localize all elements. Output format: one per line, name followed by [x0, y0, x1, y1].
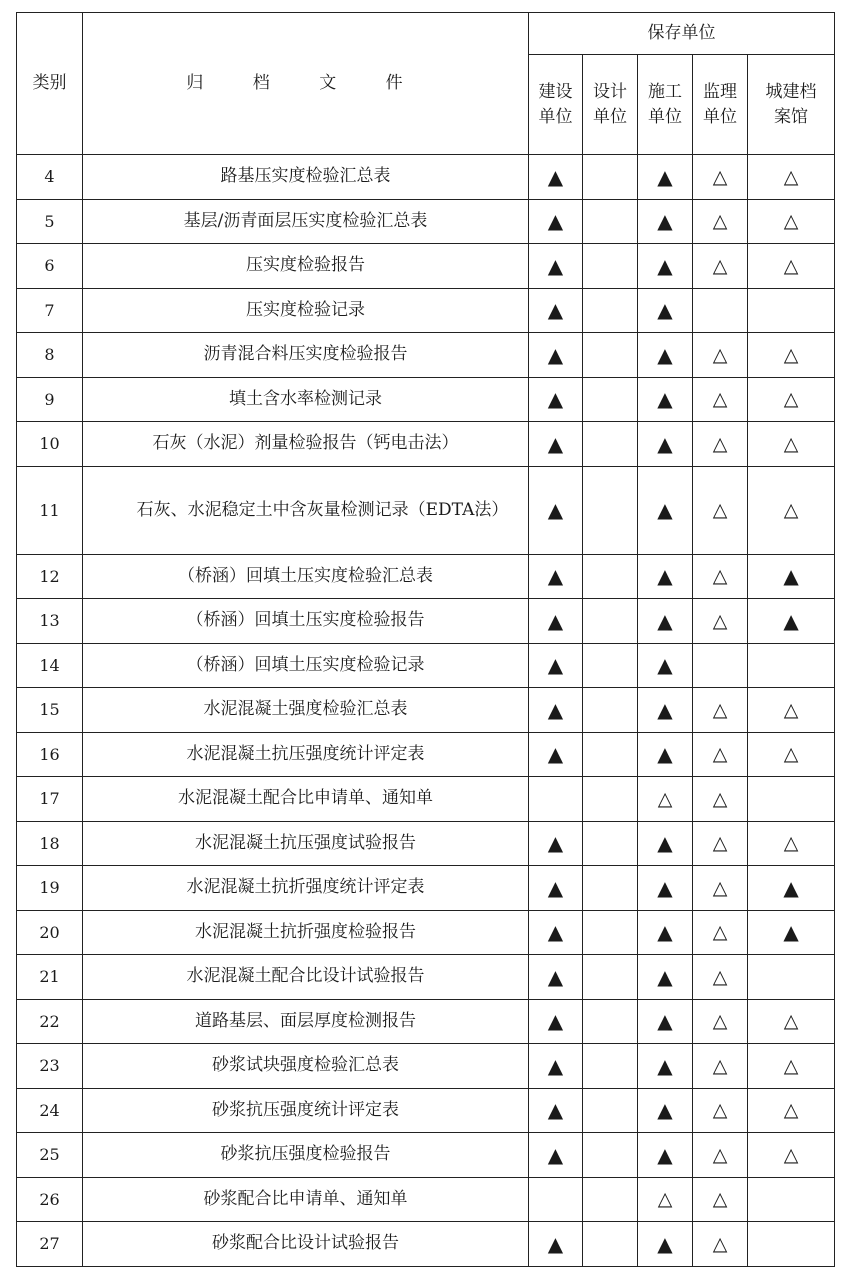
table-body	[17, 155, 835, 1267]
mark-archive: △	[748, 999, 835, 1044]
archive-table	[16, 12, 835, 1267]
mark-builder: ▲	[638, 422, 693, 467]
mark-design	[583, 688, 638, 733]
row-number: 5	[17, 199, 83, 244]
table-row	[17, 910, 835, 955]
mark-construction: ▲	[529, 1088, 583, 1133]
mark-supervisor: △	[693, 377, 748, 422]
document-name: 水泥混凝土抗折强度检验报告	[83, 910, 529, 955]
mark-builder: ▲	[638, 466, 693, 554]
mark-supervisor: △	[693, 244, 748, 289]
document-name: 砂浆抗压强度检验报告	[83, 1133, 529, 1178]
mark-archive: △	[748, 422, 835, 467]
mark-builder: ▲	[638, 244, 693, 289]
mark-archive: △	[748, 199, 835, 244]
header-unit-construction: 建设单位	[529, 55, 583, 155]
mark-supervisor: △	[693, 910, 748, 955]
mark-archive	[748, 955, 835, 1000]
mark-builder: ▲	[638, 732, 693, 777]
mark-supervisor: △	[693, 155, 748, 200]
table-row	[17, 466, 835, 554]
mark-supervisor: △	[693, 599, 748, 644]
document-name: 砂浆配合比申请单、通知单	[83, 1177, 529, 1222]
mark-builder: ▲	[638, 821, 693, 866]
mark-design	[583, 155, 638, 200]
row-number: 27	[17, 1222, 83, 1267]
mark-construction: ▲	[529, 377, 583, 422]
mark-supervisor	[693, 288, 748, 333]
mark-construction: ▲	[529, 1222, 583, 1267]
header-unit-builder: 施工单位	[638, 55, 693, 155]
mark-archive: △	[748, 821, 835, 866]
document-name: 水泥混凝土强度检验汇总表	[83, 688, 529, 733]
document-name: 压实度检验报告	[83, 244, 529, 289]
table-row	[17, 1222, 835, 1267]
mark-archive: △	[748, 244, 835, 289]
mark-construction	[529, 1177, 583, 1222]
mark-construction: ▲	[529, 910, 583, 955]
row-number: 24	[17, 1088, 83, 1133]
table-row	[17, 554, 835, 599]
table-row	[17, 333, 835, 378]
row-number: 13	[17, 599, 83, 644]
mark-builder: ▲	[638, 377, 693, 422]
document-name: 水泥混凝土抗折强度统计评定表	[83, 866, 529, 911]
table-row	[17, 288, 835, 333]
mark-construction: ▲	[529, 732, 583, 777]
mark-design	[583, 599, 638, 644]
row-number: 12	[17, 554, 83, 599]
mark-supervisor: △	[693, 422, 748, 467]
document-name: 水泥混凝土抗压强度试验报告	[83, 821, 529, 866]
mark-design	[583, 643, 638, 688]
header-unit-supervisor: 监理单位	[693, 55, 748, 155]
mark-builder: ▲	[638, 333, 693, 378]
mark-design	[583, 955, 638, 1000]
mark-construction: ▲	[529, 866, 583, 911]
mark-supervisor: △	[693, 1088, 748, 1133]
mark-construction: ▲	[529, 1044, 583, 1089]
mark-supervisor: △	[693, 1177, 748, 1222]
mark-construction: ▲	[529, 422, 583, 467]
mark-builder: ▲	[638, 1044, 693, 1089]
mark-supervisor: △	[693, 333, 748, 378]
mark-supervisor: △	[693, 999, 748, 1044]
table-row	[17, 777, 835, 822]
row-number: 18	[17, 821, 83, 866]
mark-supervisor: △	[693, 1133, 748, 1178]
mark-design	[583, 422, 638, 467]
row-number: 23	[17, 1044, 83, 1089]
mark-design	[583, 910, 638, 955]
mark-builder: △	[638, 1177, 693, 1222]
row-number: 15	[17, 688, 83, 733]
mark-design	[583, 732, 638, 777]
mark-supervisor: △	[693, 955, 748, 1000]
mark-design	[583, 199, 638, 244]
mark-construction: ▲	[529, 999, 583, 1044]
document-name: 基层/沥青面层压实度检验汇总表	[83, 199, 529, 244]
mark-archive	[748, 1177, 835, 1222]
table-row	[17, 1044, 835, 1089]
header-unit-design: 设计单位	[583, 55, 638, 155]
mark-design	[583, 244, 638, 289]
mark-builder: ▲	[638, 955, 693, 1000]
mark-construction: ▲	[529, 466, 583, 554]
mark-builder: △	[638, 777, 693, 822]
table-row	[17, 643, 835, 688]
mark-design	[583, 821, 638, 866]
mark-design	[583, 1222, 638, 1267]
row-number: 8	[17, 333, 83, 378]
row-number: 21	[17, 955, 83, 1000]
mark-archive: ▲	[748, 910, 835, 955]
table-row	[17, 377, 835, 422]
table-row	[17, 244, 835, 289]
mark-archive	[748, 643, 835, 688]
row-number: 19	[17, 866, 83, 911]
document-name: 石灰（水泥）剂量检验报告（钙电击法）	[83, 422, 529, 467]
table-row	[17, 955, 835, 1000]
mark-builder: ▲	[638, 155, 693, 200]
table-row	[17, 1088, 835, 1133]
mark-archive: △	[748, 333, 835, 378]
mark-construction: ▲	[529, 333, 583, 378]
mark-supervisor: △	[693, 777, 748, 822]
table-row	[17, 866, 835, 911]
document-name: （桥涵）回填土压实度检验报告	[83, 599, 529, 644]
row-number: 7	[17, 288, 83, 333]
mark-builder: ▲	[638, 1222, 693, 1267]
mark-archive: △	[748, 688, 835, 733]
row-number: 26	[17, 1177, 83, 1222]
mark-design	[583, 1088, 638, 1133]
mark-supervisor: △	[693, 199, 748, 244]
mark-supervisor	[693, 643, 748, 688]
mark-builder: ▲	[638, 288, 693, 333]
table-row	[17, 599, 835, 644]
table-row	[17, 422, 835, 467]
mark-construction: ▲	[529, 599, 583, 644]
mark-builder: ▲	[638, 599, 693, 644]
header-document-label: 归 档 文 件	[186, 73, 425, 94]
mark-builder: ▲	[638, 554, 693, 599]
mark-construction: ▲	[529, 554, 583, 599]
table-row	[17, 821, 835, 866]
mark-archive: ▲	[748, 866, 835, 911]
mark-construction: ▲	[529, 643, 583, 688]
document-name: 填土含水率检测记录	[83, 377, 529, 422]
table-row	[17, 999, 835, 1044]
mark-design	[583, 866, 638, 911]
mark-construction: ▲	[529, 155, 583, 200]
mark-construction: ▲	[529, 288, 583, 333]
table-row	[17, 1133, 835, 1178]
mark-construction: ▲	[529, 821, 583, 866]
mark-builder: ▲	[638, 199, 693, 244]
table-row	[17, 155, 835, 200]
row-number: 17	[17, 777, 83, 822]
row-number: 16	[17, 732, 83, 777]
mark-construction: ▲	[529, 199, 583, 244]
document-name: 水泥混凝土抗压强度统计评定表	[83, 732, 529, 777]
document-name: 压实度检验记录	[83, 288, 529, 333]
row-number: 9	[17, 377, 83, 422]
table-row	[17, 688, 835, 733]
mark-archive: ▲	[748, 554, 835, 599]
document-name: 砂浆抗压强度统计评定表	[83, 1088, 529, 1133]
mark-supervisor: △	[693, 554, 748, 599]
mark-archive: △	[748, 1044, 835, 1089]
mark-archive	[748, 1222, 835, 1267]
header-document	[83, 13, 529, 155]
mark-supervisor: △	[693, 688, 748, 733]
row-number: 22	[17, 999, 83, 1044]
document-name: 水泥混凝土配合比申请单、通知单	[83, 777, 529, 822]
mark-builder: ▲	[638, 866, 693, 911]
mark-supervisor: △	[693, 466, 748, 554]
mark-builder: ▲	[638, 1088, 693, 1133]
mark-construction: ▲	[529, 688, 583, 733]
mark-design	[583, 1177, 638, 1222]
mark-design	[583, 1133, 638, 1178]
row-number: 6	[17, 244, 83, 289]
mark-design	[583, 554, 638, 599]
document-name: 沥青混合料压实度检验报告	[83, 333, 529, 378]
row-number: 20	[17, 910, 83, 955]
mark-supervisor: △	[693, 1222, 748, 1267]
mark-design	[583, 777, 638, 822]
mark-archive: △	[748, 466, 835, 554]
mark-construction: ▲	[529, 244, 583, 289]
document-name: 砂浆试块强度检验汇总表	[83, 1044, 529, 1089]
mark-design	[583, 288, 638, 333]
document-name: 路基压实度检验汇总表	[83, 155, 529, 200]
mark-construction: ▲	[529, 1133, 583, 1178]
row-number: 4	[17, 155, 83, 200]
document-name: （桥涵）回填土压实度检验记录	[83, 643, 529, 688]
mark-design	[583, 1044, 638, 1089]
row-number: 14	[17, 643, 83, 688]
mark-supervisor: △	[693, 1044, 748, 1089]
header-unit-archive: 城建档案馆	[748, 55, 835, 155]
mark-builder: ▲	[638, 688, 693, 733]
mark-archive: ▲	[748, 599, 835, 644]
mark-builder: ▲	[638, 643, 693, 688]
row-number: 10	[17, 422, 83, 467]
mark-archive: △	[748, 732, 835, 777]
mark-construction	[529, 777, 583, 822]
header-storage-group: 保存单位	[529, 13, 835, 55]
row-number: 25	[17, 1133, 83, 1178]
document-name: （桥涵）回填土压实度检验汇总表	[83, 554, 529, 599]
mark-archive	[748, 777, 835, 822]
table-row	[17, 732, 835, 777]
mark-supervisor: △	[693, 866, 748, 911]
table-row	[17, 199, 835, 244]
header-row-group	[17, 13, 835, 55]
mark-design	[583, 377, 638, 422]
row-number: 11	[17, 466, 83, 554]
document-name: 石灰、水泥稳定土中含灰量检测记录（EDTA法）	[83, 466, 529, 554]
document-name: 水泥混凝土配合比设计试验报告	[83, 955, 529, 1000]
mark-design	[583, 333, 638, 378]
mark-supervisor: △	[693, 821, 748, 866]
mark-builder: ▲	[638, 1133, 693, 1178]
mark-design	[583, 999, 638, 1044]
mark-design	[583, 466, 638, 554]
mark-archive: △	[748, 1088, 835, 1133]
document-name: 道路基层、面层厚度检测报告	[83, 999, 529, 1044]
mark-archive: △	[748, 1133, 835, 1178]
mark-builder: ▲	[638, 910, 693, 955]
mark-archive: △	[748, 155, 835, 200]
mark-supervisor: △	[693, 732, 748, 777]
mark-archive	[748, 288, 835, 333]
mark-builder: ▲	[638, 999, 693, 1044]
mark-archive: △	[748, 377, 835, 422]
header-category: 类别	[17, 13, 83, 155]
mark-construction: ▲	[529, 955, 583, 1000]
table-row	[17, 1177, 835, 1222]
document-name: 砂浆配合比设计试验报告	[83, 1222, 529, 1267]
